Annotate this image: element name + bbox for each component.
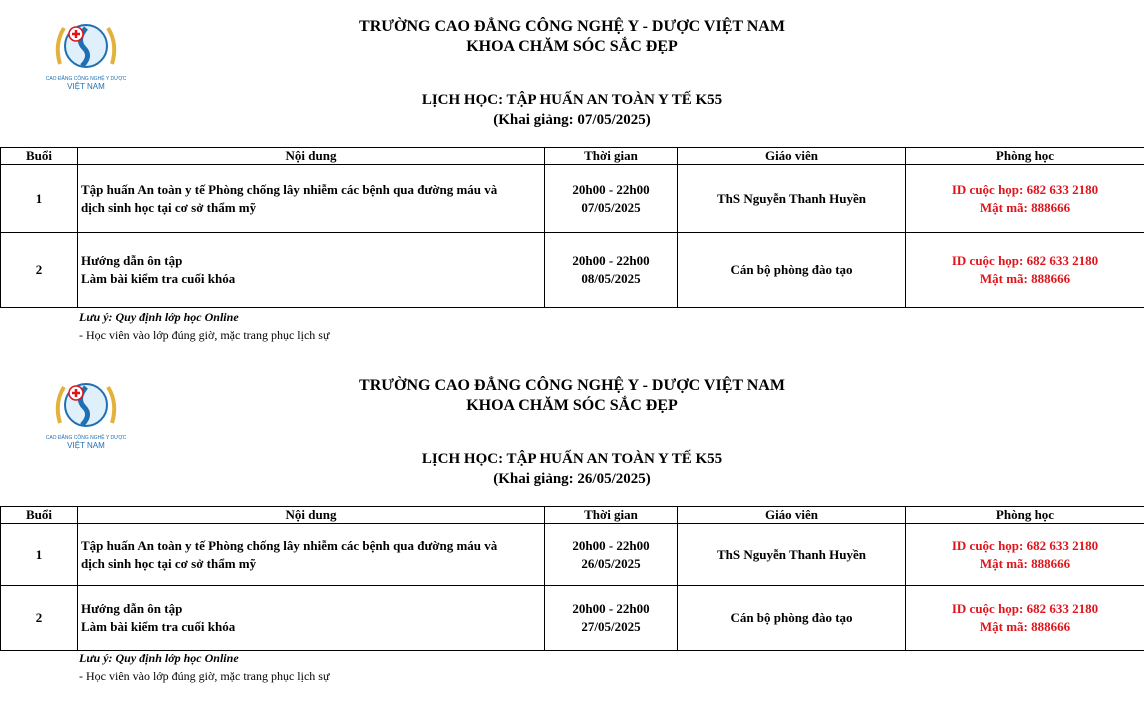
meeting-password: Mật mã: 888666 bbox=[979, 199, 1071, 215]
logo-caption: CAO ĐẲNG CÔNG NGHỆ Y DƯỢC bbox=[46, 435, 126, 441]
session-teacher: ThS Nguyễn Thanh Huyền bbox=[678, 165, 906, 233]
meeting-password: Mật mã: 888666 bbox=[979, 555, 1071, 571]
session-teacher: Cán bộ phòng đào tạo bbox=[678, 586, 906, 651]
session-number: 1 bbox=[1, 165, 78, 233]
note-title: Lưu ý: Quy định lớp học Online bbox=[79, 651, 239, 665]
content-line: Tập huấn An toàn y tế Phòng chống lây nhiễm các bệnh qua đường máu và bbox=[81, 181, 498, 197]
meeting-id: ID cuộc họp: 682 633 2180 bbox=[951, 601, 1099, 616]
session-room bbox=[906, 586, 1144, 651]
logo-caption: CAO ĐẲNG CÔNG NGHỆ Y DƯỢC bbox=[46, 76, 126, 82]
meeting-id: ID cuộc họp: 682 633 2180 bbox=[951, 537, 1099, 553]
meeting-id: ID cuộc họp: 682 633 2180 bbox=[951, 181, 1099, 197]
faculty-name: KHOA CHĂM SÓC SẮC ĐẸP bbox=[466, 38, 678, 55]
schedule-block-1 bbox=[0, 0, 1144, 350]
schedule-table bbox=[0, 506, 1144, 651]
session-date: 07/05/2025 bbox=[581, 199, 641, 215]
meeting-password: Mật mã: 888666 bbox=[979, 619, 1071, 634]
header-content: Nội dung bbox=[78, 507, 545, 524]
session-room bbox=[906, 233, 1144, 308]
faculty-name: KHOA CHĂM SÓC SẮC ĐẸP bbox=[466, 397, 678, 414]
session-content bbox=[78, 524, 545, 586]
header-teacher: Giáo viên bbox=[678, 507, 906, 524]
meeting-id: ID cuộc họp: 682 633 2180 bbox=[951, 253, 1099, 268]
time-range: 20h00 - 22h00 bbox=[572, 537, 650, 553]
session-time bbox=[545, 586, 678, 651]
content-line: Làm bài kiểm tra cuối khóa bbox=[81, 619, 236, 634]
content-line: Làm bài kiểm tra cuối khóa bbox=[81, 271, 236, 286]
header-content: Nội dung bbox=[78, 148, 545, 165]
time-range: 20h00 - 22h00 bbox=[572, 601, 650, 616]
content-line: Hướng dẫn ôn tập bbox=[81, 253, 183, 268]
session-date: 27/05/2025 bbox=[581, 619, 641, 634]
header-session: Buổi bbox=[1, 148, 78, 165]
header-room: Phòng học bbox=[906, 507, 1144, 524]
note-line: - Học viên vào lớp đúng giờ, mặc trang phục lịch sự bbox=[79, 669, 330, 683]
content-line: dịch sinh học tại cơ sở thẩm mỹ bbox=[81, 199, 257, 215]
logo-caption-country: VIỆT NAM bbox=[67, 82, 105, 91]
session-number: 2 bbox=[1, 586, 78, 651]
schedule-start-date: (Khai giảng: 07/05/2025) bbox=[493, 112, 651, 128]
header-teacher: Giáo viên bbox=[678, 148, 906, 165]
table-row bbox=[1, 586, 1144, 651]
session-number: 1 bbox=[1, 524, 78, 586]
meeting-password: Mật mã: 888666 bbox=[979, 271, 1071, 286]
table-row bbox=[1, 165, 1144, 233]
session-time bbox=[545, 233, 678, 308]
table-row bbox=[1, 233, 1144, 308]
school-name: TRƯỜNG CAO ĐẲNG CÔNG NGHỆ Y - DƯỢC VIỆT NAM bbox=[359, 18, 785, 35]
header-time: Thời gian bbox=[545, 507, 678, 524]
session-content bbox=[78, 233, 545, 308]
session-time bbox=[545, 524, 678, 586]
schedule-table bbox=[0, 147, 1144, 308]
schedule-title: LỊCH HỌC: TẬP HUẤN AN TOÀN Y TẾ K55 bbox=[421, 451, 723, 467]
time-range: 20h00 - 22h00 bbox=[572, 181, 650, 197]
logo-caption-country: VIỆT NAM bbox=[67, 441, 105, 450]
session-room bbox=[906, 524, 1144, 586]
session-room bbox=[906, 165, 1144, 233]
table-header-row bbox=[1, 148, 1144, 165]
session-date: 26/05/2025 bbox=[581, 555, 641, 571]
header-room: Phòng học bbox=[906, 148, 1144, 165]
session-time bbox=[545, 165, 678, 233]
session-date: 08/05/2025 bbox=[581, 271, 641, 286]
session-content bbox=[78, 165, 545, 233]
table-header-row bbox=[1, 507, 1144, 524]
time-range: 20h00 - 22h00 bbox=[572, 253, 650, 268]
table-row bbox=[1, 524, 1144, 586]
content-line: Tập huấn An toàn y tế Phòng chống lây nhiễm các bệnh qua đường máu và bbox=[81, 537, 498, 553]
content-line: Hướng dẫn ôn tập bbox=[81, 601, 183, 616]
schedule-block-2 bbox=[0, 359, 1144, 702]
session-content bbox=[78, 586, 545, 651]
note-line: - Học viên vào lớp đúng giờ, mặc trang phục lịch sự bbox=[79, 328, 330, 342]
school-name: TRƯỜNG CAO ĐẲNG CÔNG NGHỆ Y - DƯỢC VIỆT NAM bbox=[359, 377, 785, 394]
schedule-title: LỊCH HỌC: TẬP HUẤN AN TOÀN Y TẾ K55 bbox=[421, 92, 723, 108]
session-teacher: ThS Nguyễn Thanh Huyền bbox=[678, 524, 906, 586]
note-title: Lưu ý: Quy định lớp học Online bbox=[79, 310, 239, 324]
content-line: dịch sinh học tại cơ sở thẩm mỹ bbox=[81, 555, 257, 571]
session-teacher: Cán bộ phòng đào tạo bbox=[678, 233, 906, 308]
schedule-start-date: (Khai giảng: 26/05/2025) bbox=[493, 471, 651, 487]
header-time: Thời gian bbox=[545, 148, 678, 165]
session-number: 2 bbox=[1, 233, 78, 308]
header-session: Buổi bbox=[1, 507, 78, 524]
